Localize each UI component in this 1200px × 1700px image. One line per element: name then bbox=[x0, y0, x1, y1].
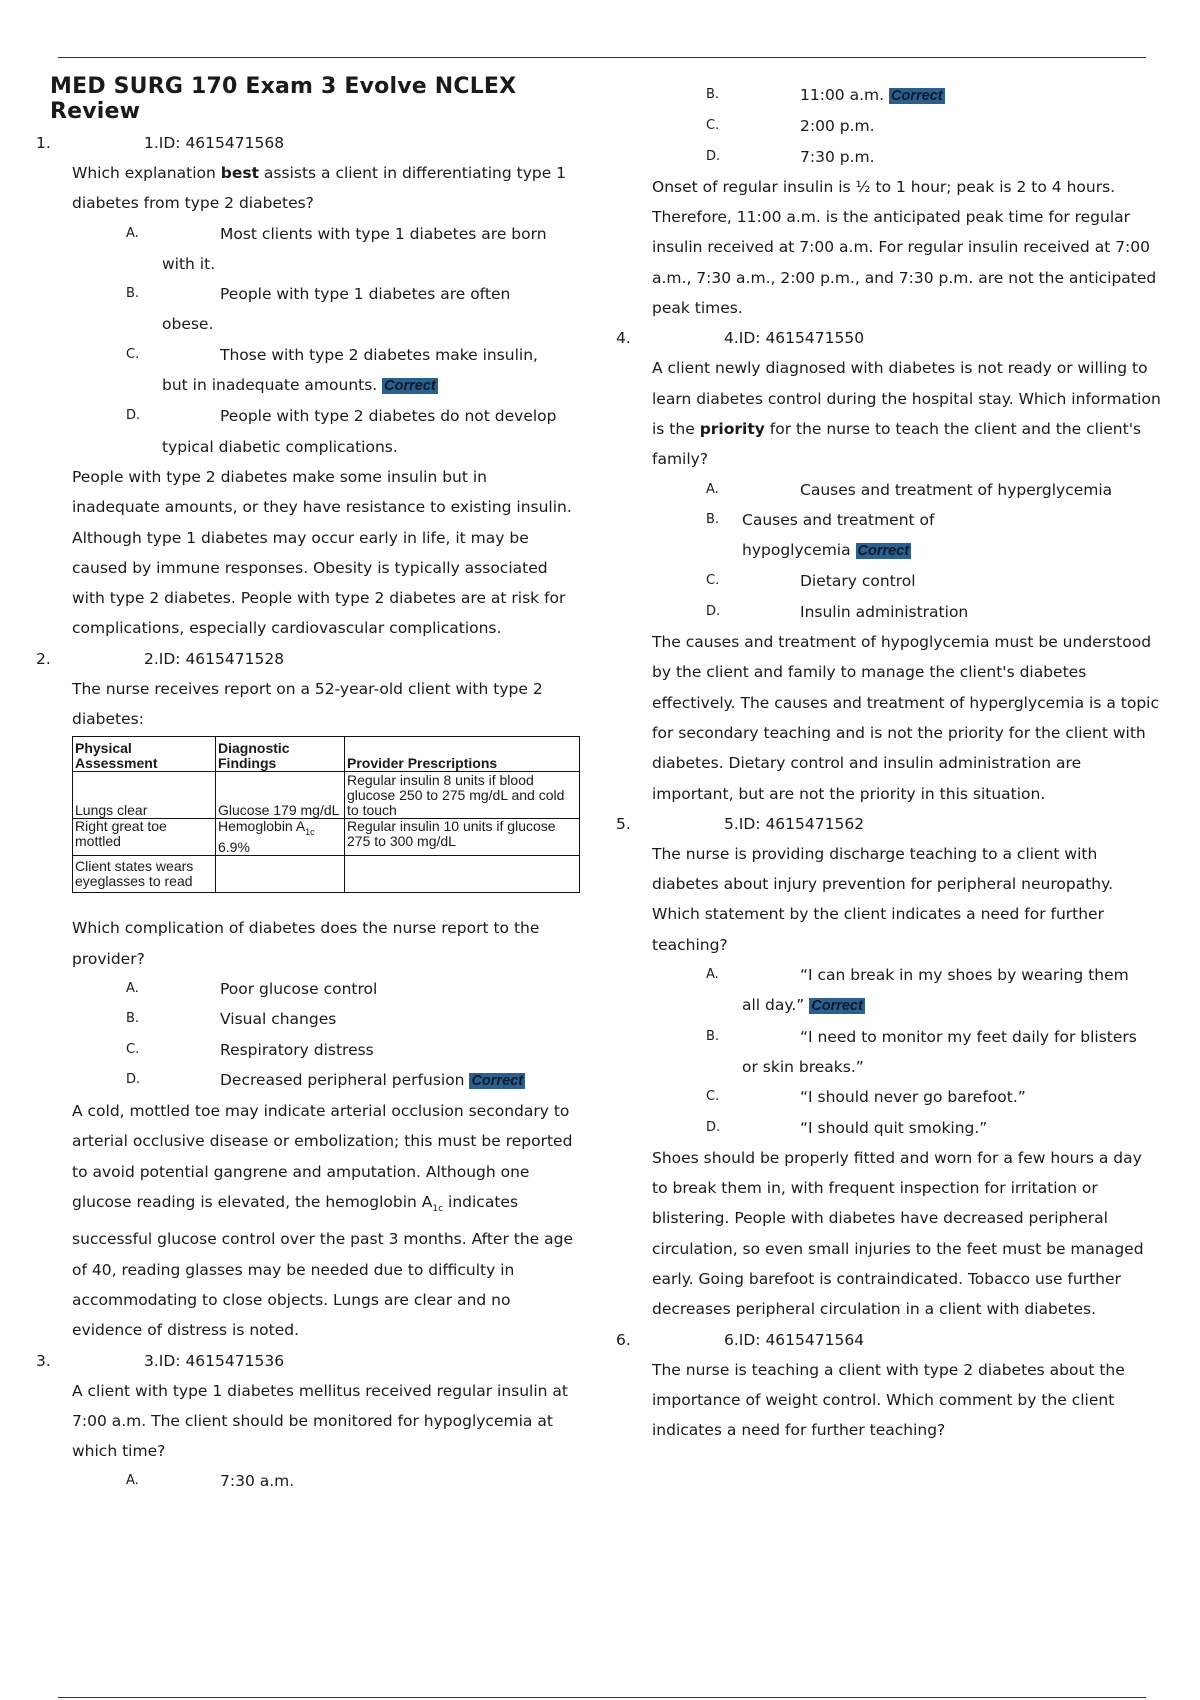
option-b[interactable]: B. People with type 1 diabetes are often obese. bbox=[126, 285, 511, 334]
option-b[interactable]: B. “I need to monitor my feet daily for blisters or skin breaks.” bbox=[706, 1027, 1137, 1076]
option-d[interactable]: D. Decreased peripheral perfusion Correct bbox=[126, 1070, 524, 1089]
option-d[interactable]: D. Insulin administration bbox=[706, 602, 969, 621]
question-stem: The nurse is providing discharge teaching to a client with diabetes about injury prevention for peripheral neuropathy. Which statement by the client indicates a need for further teaching? bbox=[652, 844, 1113, 954]
correct-badge: Correct bbox=[857, 543, 910, 560]
table-cell: Regular insulin 8 units if blood glucose 250 to 275 mg/dL and cold to touch bbox=[345, 772, 580, 819]
table-cell: Right great toe mottled bbox=[73, 819, 216, 856]
question-2 bbox=[36, 644, 574, 1346]
option-a[interactable]: A. 7:30 a.m. bbox=[126, 1472, 295, 1491]
page-title: MED SURG 170 Exam 3 Evolve NCLEX Review bbox=[50, 74, 517, 124]
left-column bbox=[36, 74, 574, 1497]
correct-badge: Correct bbox=[811, 998, 863, 1015]
bottom-rule bbox=[58, 1697, 1146, 1698]
question-5 bbox=[616, 809, 1161, 1325]
rationale: Onset of regular insulin is ½ to 1 hour; peak is 2 to 4 hours. Therefore, 11:00 a.m. is the anticipated peak time for regular insulin received at 7:00 a.m. For regular insulin received at 7:00 a.m., 7:30 a.m., 2:00 p.m., and 7:30 p.m. are not the anticipated peak times. bbox=[652, 177, 1157, 318]
question-stem: A client newly diagnosed with diabetes is not ready or willing to learn diabetes control during the hospital stay. Which information is the priority for the nurse to teach the client and the client's family? bbox=[652, 359, 1161, 469]
option-a[interactable]: A. Most clients with type 1 diabetes are born with it. bbox=[126, 224, 547, 273]
question-prompt: Which complication of diabetes does the nurse report to the provider? bbox=[72, 919, 540, 968]
question-id: 2.ID: 4615471528 bbox=[144, 649, 285, 668]
question-stem: The nurse receives report on a 52-year-old client with type 2 diabetes: bbox=[72, 679, 543, 729]
question-number: 4. bbox=[616, 329, 631, 348]
option-c[interactable]: C. Those with type 2 diabetes make insulin, but in inadequate amounts. Correct bbox=[126, 345, 538, 395]
table-header: Provider Prescriptions bbox=[345, 737, 580, 772]
question-3-continued bbox=[616, 80, 1161, 323]
option-c[interactable]: C. 2:00 p.m. bbox=[706, 117, 875, 136]
table-cell: Regular insulin 10 units if glucose 275 to 300 mg/dL bbox=[345, 819, 580, 856]
report-table bbox=[72, 736, 580, 893]
option-b[interactable]: B. 11:00 a.m. Correct bbox=[706, 86, 943, 104]
question-stem: Which explanation best assists a client in differentiating type 1 diabetes from type 2 diabetes? bbox=[72, 164, 567, 213]
option-c[interactable]: C. “I should never go barefoot.” bbox=[706, 1088, 1026, 1107]
question-id: 6.ID: 4615471564 bbox=[724, 1330, 865, 1349]
option-c[interactable]: C. Respiratory distress bbox=[126, 1040, 374, 1059]
table-cell bbox=[216, 856, 345, 893]
table-header: Physical Assessment bbox=[73, 737, 216, 772]
table-row bbox=[73, 772, 580, 819]
right-column bbox=[616, 80, 1161, 1445]
table-row bbox=[73, 819, 580, 856]
question-number: 2. bbox=[36, 649, 51, 668]
rationale: The causes and treatment of hypoglycemia must be understood by the client and family to manage the client's diabetes effectively. The causes and treatment of hyperglycemia is a topic for secondary teaching and is not the priority for the client with diabetes. Dietary control and insulin administration are important, but are not the priority in this situation. bbox=[652, 633, 1159, 803]
question-number: 3. bbox=[36, 1351, 51, 1370]
question-stem: The nurse is teaching a client with type 2 diabetes about the importance of weight control. Which comment by the client indicates a need for further teaching? bbox=[652, 1360, 1125, 1440]
option-d[interactable]: D. “I should quit smoking.” bbox=[706, 1118, 988, 1137]
option-a[interactable]: A. “I can break in my shoes by wearing them all day.” Correct bbox=[706, 966, 1129, 1015]
question-number: 5. bbox=[616, 814, 631, 833]
top-rule bbox=[58, 57, 1146, 58]
question-4 bbox=[616, 323, 1161, 808]
question-id: 4.ID: 4615471550 bbox=[724, 329, 865, 348]
option-d[interactable]: D. 7:30 p.m. bbox=[706, 147, 875, 166]
table-cell: Glucose 179 mg/dL bbox=[216, 772, 345, 819]
option-a[interactable]: A. Causes and treatment of hyperglycemia bbox=[706, 480, 1113, 499]
rationale: Shoes should be properly fitted and worn for a few hours a day to break them in, with frequent inspection for irritation or blistering. People with diabetes have decreased peripheral circulation, so even small injuries to the feet must be managed early. Going barefoot is contraindicated. Tobacco use further decreases peripheral circulation in a client with diabetes. bbox=[652, 1148, 1144, 1319]
table-cell bbox=[345, 856, 580, 893]
correct-badge: Correct bbox=[384, 378, 436, 395]
question-number: 6. bbox=[616, 1330, 631, 1349]
question-id: 5.ID: 4615471562 bbox=[724, 814, 865, 833]
table-cell: Client states wears eyeglasses to read bbox=[73, 856, 216, 893]
question-6 bbox=[616, 1325, 1161, 1446]
question-number: 1. bbox=[36, 134, 51, 152]
question-1 bbox=[36, 128, 574, 644]
table-header: Diagnostic Findings bbox=[216, 737, 345, 772]
rationale: A cold, mottled toe may indicate arterial occlusion secondary to arterial occlusive disease or embolization; this must be reported to avoid potential gangrene and amputation. Although one glucose reading is elevated, the hemoglobin $A_{1c}$ indicates successful glucose control over the past 3 months. After the age of 40, reading glasses may be needed due to difficulty in accommodating to close objects. Lungs are clear and no evidence of distress is noted. bbox=[72, 1102, 573, 1340]
option-b[interactable]: B. Visual changes bbox=[126, 1010, 337, 1029]
correct-badge: Correct bbox=[471, 1072, 524, 1089]
rationale: People with type 2 diabetes make some insulin but in inadequate amounts, or they have resistance to existing insulin. Although type 1 diabetes may occur early in life, it may be caused by immune responses. Obesity is typically associated with type 2 diabetes. People with type 2 diabetes are at risk for complications, especially cardiovascular complications. bbox=[72, 467, 572, 638]
question-stem: A client with type 1 diabetes mellitus received regular insulin at 7:00 a.m. The client should be monitored for hypoglycemia at which time? bbox=[72, 1381, 568, 1461]
question-id: 1.ID: 4615471568 bbox=[144, 134, 285, 152]
correct-badge: Correct bbox=[890, 88, 943, 104]
option-b[interactable]: B. Causes and treatment of hypoglycemia Correct bbox=[706, 510, 935, 560]
table-row bbox=[73, 856, 580, 893]
table-cell: Lungs clear bbox=[73, 772, 216, 819]
table-cell: Hemoglobin $A_{1c}$ 6.9% bbox=[216, 819, 345, 856]
question-3 bbox=[36, 1346, 574, 1497]
option-a[interactable]: A. Poor glucose control bbox=[126, 979, 378, 998]
option-c[interactable]: C. Dietary control bbox=[706, 572, 916, 591]
question-id: 3.ID: 4615471536 bbox=[144, 1351, 285, 1370]
option-d[interactable]: D. People with type 2 diabetes do not develop typical diabetic complications. bbox=[126, 407, 557, 456]
